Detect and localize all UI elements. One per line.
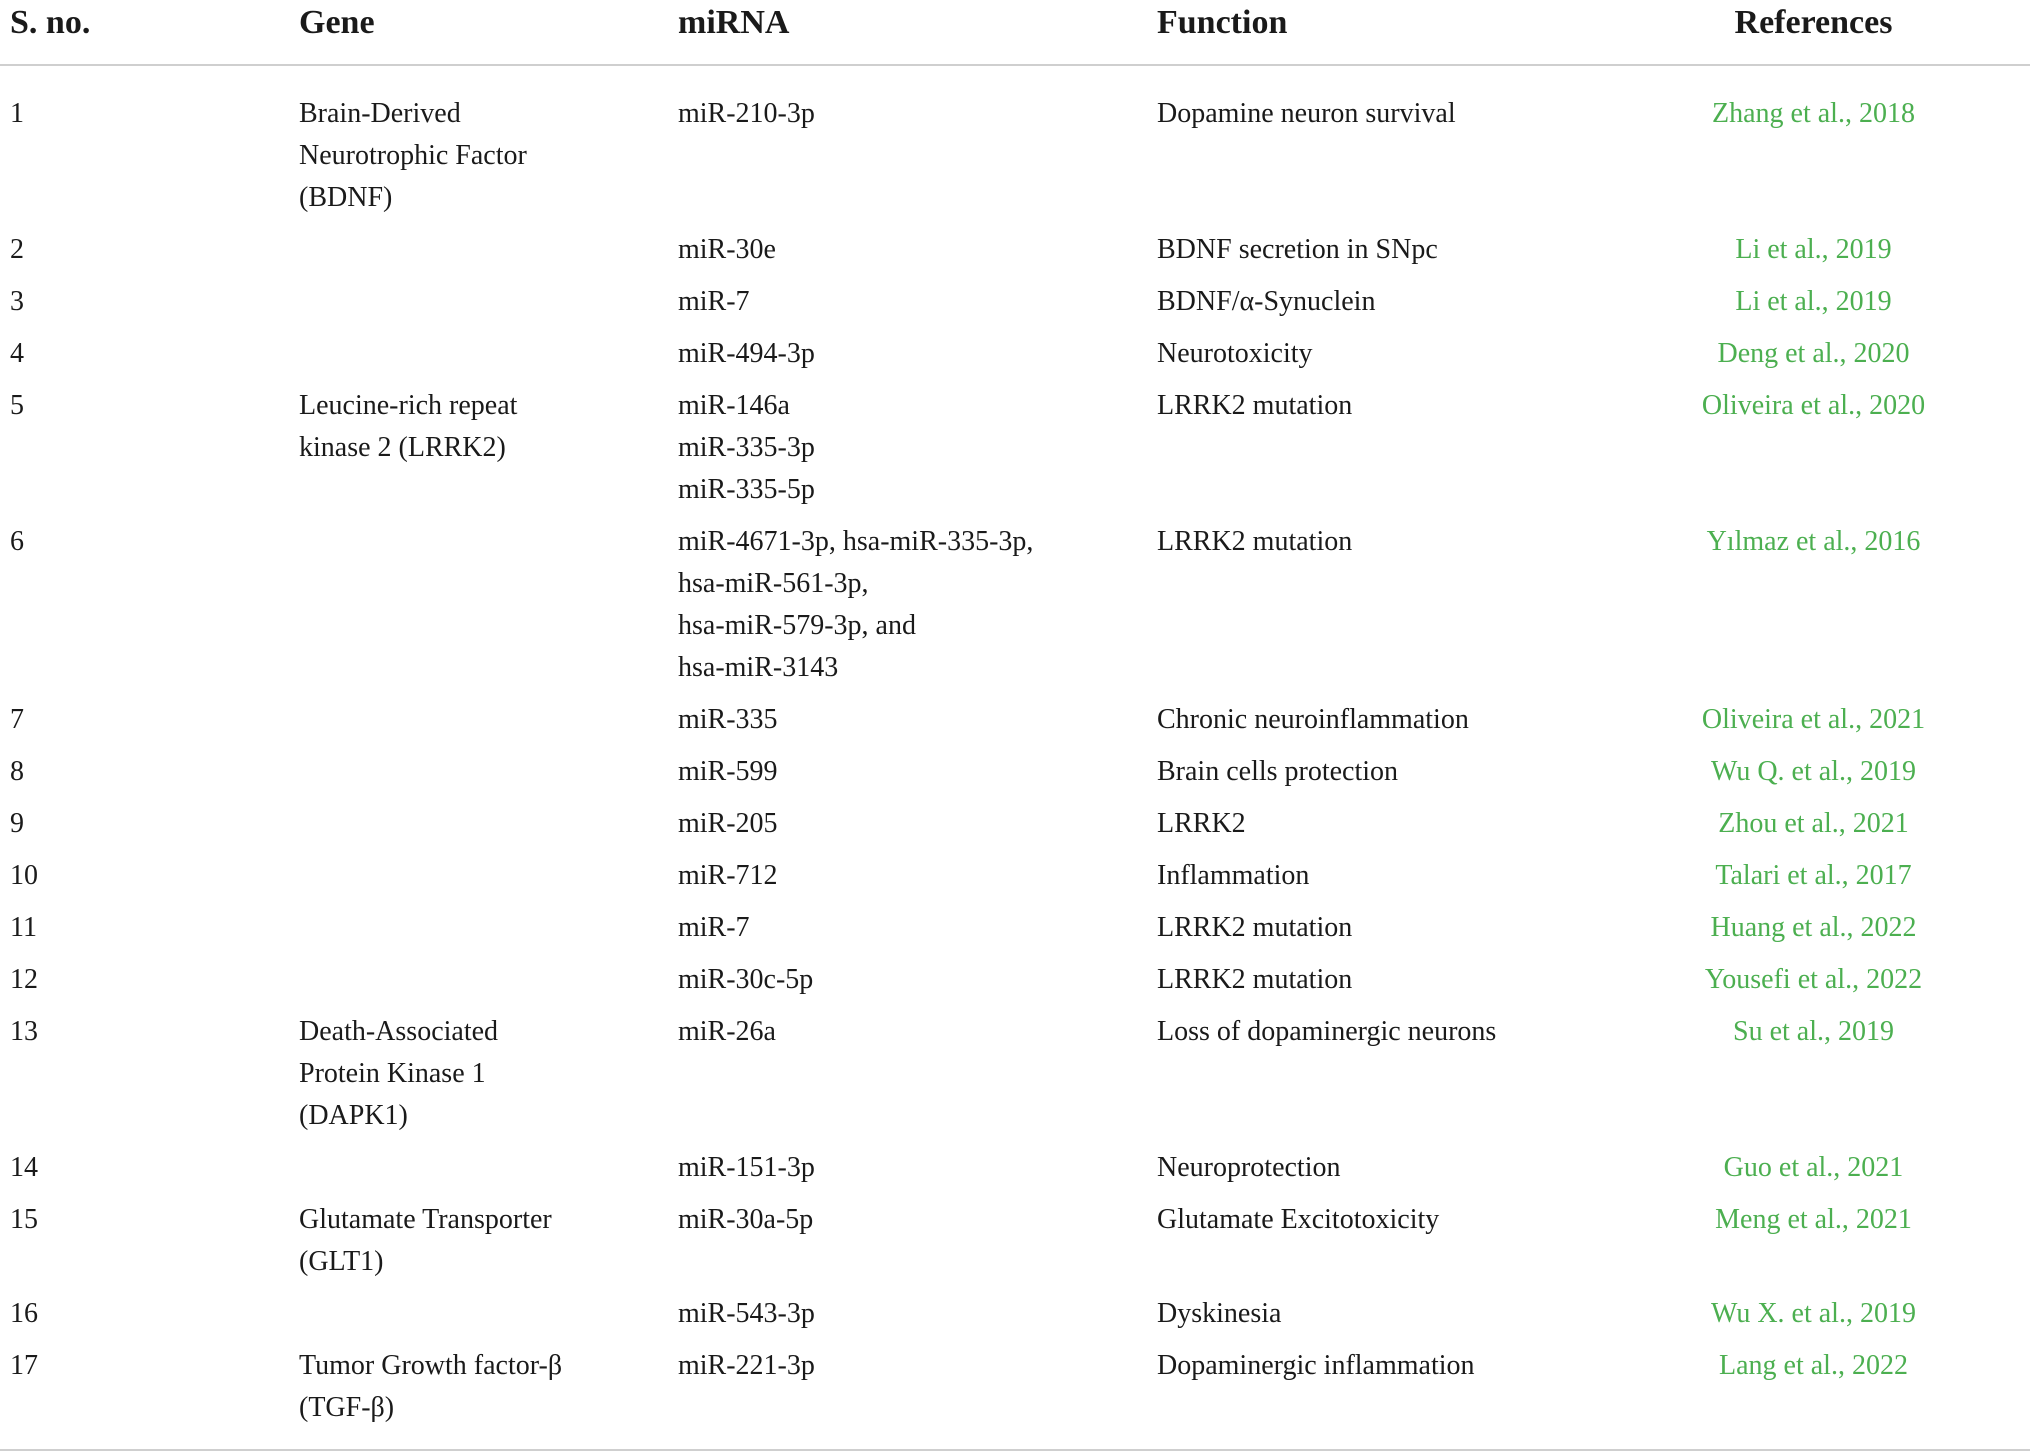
- table-row: [0, 65, 2030, 229]
- cell-function: LRRK2 mutation: [1157, 526, 1353, 557]
- cell-sno: 3: [10, 286, 24, 317]
- mirna-line: miR-30e: [678, 234, 776, 265]
- cell-reference-link[interactable]: Talari et al., 2017: [1715, 860, 1912, 891]
- table-row: [0, 1345, 2030, 1450]
- cell-gene: [289, 907, 668, 959]
- cell-reference-link[interactable]: Wu Q. et al., 2019: [1711, 756, 1916, 787]
- cell-mirna: [668, 521, 1147, 699]
- table-row: [0, 521, 2030, 699]
- cell-sno: 16: [10, 1298, 38, 1329]
- cell-function: Neurotoxicity: [1157, 338, 1313, 369]
- gene-line: (DAPK1): [299, 1100, 408, 1131]
- cell-mirna: [668, 385, 1147, 521]
- cell-function: LRRK2 mutation: [1157, 390, 1353, 421]
- cell-reference-link[interactable]: Deng et al., 2020: [1717, 338, 1910, 369]
- cell-sno: 11: [10, 912, 37, 943]
- mirna-line: miR-7: [678, 286, 750, 317]
- cell-mirna: [668, 907, 1147, 959]
- mirna-line: miR-712: [678, 860, 778, 891]
- cell-gene: [289, 699, 668, 751]
- table-row: [0, 1147, 2030, 1199]
- mirna-line: miR-151-3p: [678, 1152, 815, 1183]
- cell-function: LRRK2: [1157, 808, 1246, 839]
- cell-gene: [289, 229, 668, 281]
- cell-gene: [289, 803, 668, 855]
- cell-mirna: [668, 1147, 1147, 1199]
- cell-sno: 4: [10, 338, 24, 369]
- cell-mirna: [668, 959, 1147, 1011]
- mirna-line: miR-335-3p: [678, 432, 815, 463]
- header-gene: Gene: [289, 0, 668, 65]
- gene-line: Tumor Growth factor-β: [299, 1350, 563, 1381]
- header-function: Function: [1147, 0, 1637, 65]
- cell-function: BDNF secretion in SNpc: [1157, 234, 1438, 265]
- gene-line: Protein Kinase 1: [299, 1058, 486, 1089]
- cell-sno: 7: [10, 704, 24, 735]
- table-row: [0, 907, 2030, 959]
- cell-mirna: [668, 333, 1147, 385]
- cell-function: Dopaminergic inflammation: [1147, 1345, 1637, 1450]
- cell-reference-link[interactable]: Lang et al., 2022: [1637, 1345, 2030, 1450]
- cell-reference-link[interactable]: Yousefi et al., 2022: [1704, 964, 1923, 995]
- table-row: [0, 855, 2030, 907]
- gene-line: (BDNF): [299, 182, 393, 213]
- cell-gene: [289, 1147, 668, 1199]
- table-row: [0, 803, 2030, 855]
- cell-sno: 2: [10, 234, 24, 265]
- cell-sno: 10: [10, 860, 38, 891]
- gene-line: (GLT1): [299, 1246, 384, 1277]
- cell-function: Dyskinesia: [1157, 1298, 1282, 1329]
- gene-line: Brain-Derived: [299, 98, 461, 129]
- mirna-line: miR-335-5p: [678, 474, 815, 505]
- table-row: [0, 1293, 2030, 1345]
- mirna-line: hsa-miR-3143: [678, 652, 839, 683]
- cell-reference-link[interactable]: Guo et al., 2021: [1723, 1152, 1904, 1183]
- mirna-line: miR-26a: [678, 1016, 776, 1047]
- mirna-line: hsa-miR-579-3p, and: [678, 610, 916, 641]
- cell-gene: [289, 521, 668, 699]
- cell-gene: [289, 1345, 668, 1450]
- cell-reference-link[interactable]: Wu X. et al., 2019: [1711, 1298, 1916, 1329]
- gene-line: Neurotrophic Factor: [299, 140, 527, 171]
- cell-function: Loss of dopaminergic neurons: [1157, 1016, 1497, 1047]
- table-row: [0, 229, 2030, 281]
- header-mirna: miRNA: [668, 0, 1147, 65]
- cell-function: Inflammation: [1157, 860, 1310, 891]
- mirna-line: miR-221-3p: [678, 1350, 815, 1381]
- cell-gene: [289, 281, 668, 333]
- cell-reference-link[interactable]: Li et al., 2019: [1735, 286, 1892, 317]
- cell-gene: [289, 1293, 668, 1345]
- mirna-line: miR-4671-3p, hsa-miR-335-3p,: [678, 526, 1034, 557]
- cell-gene: [289, 751, 668, 803]
- cell-mirna: [668, 1293, 1147, 1345]
- cell-function: Dopamine neuron survival: [1157, 98, 1456, 129]
- cell-sno: 1: [10, 98, 24, 129]
- cell-sno: 6: [10, 526, 24, 557]
- cell-reference-link[interactable]: Zhang et al., 2018: [1712, 98, 1915, 129]
- gene-line: Death-Associated: [299, 1016, 499, 1047]
- cell-sno: 15: [10, 1204, 38, 1235]
- table-row: [0, 333, 2030, 385]
- gene-line: (TGF-β): [299, 1392, 395, 1423]
- cell-function: Glutamate Excitotoxicity: [1157, 1204, 1440, 1235]
- gene-line: kinase 2 (LRRK2): [299, 432, 506, 463]
- cell-reference-link[interactable]: Su et al., 2019: [1733, 1016, 1894, 1047]
- cell-reference-link[interactable]: Li et al., 2019: [1735, 234, 1892, 265]
- cell-mirna: [668, 751, 1147, 803]
- cell-reference-link[interactable]: Huang et al., 2022: [1710, 912, 1917, 943]
- cell-gene: [289, 855, 668, 907]
- cell-sno: 14: [10, 1152, 38, 1183]
- table-row: [0, 959, 2030, 1011]
- mirna-line: miR-543-3p: [678, 1298, 815, 1329]
- mirna-line: miR-30a-5p: [678, 1204, 814, 1235]
- cell-mirna: [668, 281, 1147, 333]
- cell-gene: [289, 65, 668, 229]
- cell-sno: 12: [10, 964, 38, 995]
- cell-gene: [289, 333, 668, 385]
- cell-reference-link[interactable]: Oliveira et al., 2021: [1701, 704, 1926, 735]
- cell-function: Neuroprotection: [1157, 1152, 1341, 1183]
- cell-gene: [289, 1011, 668, 1147]
- cell-function: LRRK2 mutation: [1157, 964, 1353, 995]
- table-body: [0, 65, 2030, 1450]
- cell-mirna: [668, 229, 1147, 281]
- gene-line: Leucine-rich repeat: [299, 390, 518, 421]
- mirna-line: miR-146a: [678, 390, 790, 421]
- header-sno: S. no.: [0, 0, 289, 65]
- cell-mirna: [668, 1011, 1147, 1147]
- mirna-line: miR-494-3p: [678, 338, 815, 369]
- gene-line: Glutamate Transporter: [299, 1204, 552, 1235]
- cell-sno: 17: [0, 1345, 289, 1450]
- cell-mirna: [668, 1199, 1147, 1293]
- mirna-line: miR-205: [678, 808, 778, 839]
- cell-mirna: [668, 699, 1147, 751]
- header-row: [0, 0, 2030, 65]
- cell-gene: [289, 385, 668, 521]
- mirna-line: miR-335: [678, 704, 778, 735]
- table-header: [0, 0, 2030, 65]
- mirna-line: miR-599: [678, 756, 778, 787]
- cell-function: LRRK2 mutation: [1157, 912, 1353, 943]
- cell-reference-link[interactable]: Meng et al., 2021: [1715, 1204, 1912, 1235]
- cell-sno: 9: [10, 808, 24, 839]
- cell-sno: 5: [10, 390, 24, 421]
- cell-mirna: [668, 1345, 1147, 1450]
- cell-function: Brain cells protection: [1157, 756, 1399, 787]
- header-references: References: [1637, 0, 2030, 65]
- cell-sno: 8: [10, 756, 24, 787]
- cell-reference-link[interactable]: Zhou et al., 2021: [1718, 808, 1909, 839]
- cell-mirna: [668, 855, 1147, 907]
- table-row: [0, 1011, 2030, 1147]
- cell-reference-link[interactable]: Yılmaz et al., 2016: [1706, 526, 1921, 557]
- mirna-line: miR-30c-5p: [678, 964, 814, 995]
- cell-function: BDNF/α-Synuclein: [1157, 286, 1376, 317]
- mirna-line: miR-210-3p: [678, 98, 815, 129]
- table-row: [0, 1199, 2030, 1293]
- table-row: [0, 699, 2030, 751]
- table-row: [0, 385, 2030, 521]
- mirna-line: hsa-miR-561-3p,: [678, 568, 869, 599]
- cell-mirna: [668, 803, 1147, 855]
- cell-gene: [289, 959, 668, 1011]
- cell-sno: 13: [10, 1016, 38, 1047]
- table-row: [0, 751, 2030, 803]
- table-row: [0, 281, 2030, 333]
- cell-function: Chronic neuroinflammation: [1157, 704, 1469, 735]
- cell-gene: [289, 1199, 668, 1293]
- cell-mirna: [668, 65, 1147, 229]
- mirna-line: miR-7: [678, 912, 750, 943]
- cell-reference-link[interactable]: Oliveira et al., 2020: [1701, 390, 1926, 421]
